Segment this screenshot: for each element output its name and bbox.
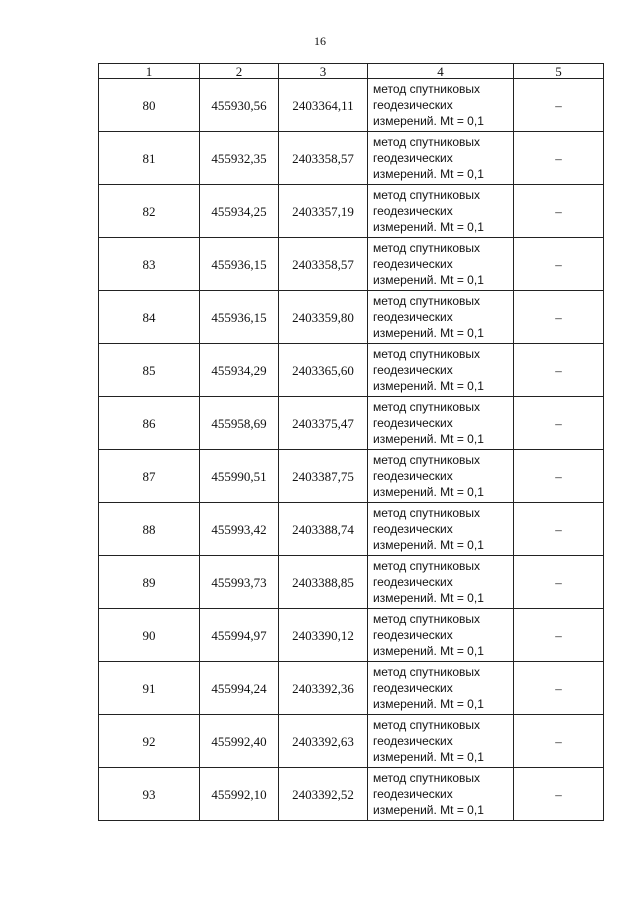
method-line: измерений. Mt = 0,1 [373, 803, 484, 817]
method-line: измерений. Mt = 0,1 [373, 220, 484, 234]
y-coordinate-cell: 2403364,11 [279, 79, 368, 132]
page-number: 16 [314, 34, 326, 48]
method-cell [368, 185, 514, 238]
table-row [99, 185, 604, 238]
y-coordinate-cell: 2403358,57 [279, 238, 368, 291]
point-number-cell: 90 [99, 609, 200, 662]
table-body [99, 79, 604, 821]
x-coordinate-cell: 455993,73 [200, 556, 279, 609]
method-line: измерений. Mt = 0,1 [373, 591, 484, 605]
note-cell: – [514, 715, 604, 768]
note-cell: – [514, 662, 604, 715]
x-coordinate-cell: 455932,35 [200, 132, 279, 185]
method-line: метод спутниковых [373, 559, 481, 573]
method-line: геодезических [373, 575, 453, 589]
table-row [99, 397, 604, 450]
column-header-5: 5 [514, 64, 604, 79]
table-row [99, 609, 604, 662]
x-coordinate-cell: 455994,24 [200, 662, 279, 715]
table-row [99, 662, 604, 715]
x-coordinate-cell: 455936,15 [200, 238, 279, 291]
point-number-cell: 91 [99, 662, 200, 715]
point-number-cell: 89 [99, 556, 200, 609]
point-number-cell: 87 [99, 450, 200, 503]
y-coordinate-cell: 2403387,75 [279, 450, 368, 503]
method-line: геодезических [373, 787, 453, 801]
method-line: геодезических [373, 628, 453, 642]
note-cell: – [514, 503, 604, 556]
x-coordinate-cell: 455958,69 [200, 397, 279, 450]
x-coordinate-cell: 455994,97 [200, 609, 279, 662]
method-cell [368, 291, 514, 344]
point-number-cell: 80 [99, 79, 200, 132]
point-number-cell: 92 [99, 715, 200, 768]
method-line: геодезических [373, 734, 453, 748]
point-number-cell: 93 [99, 768, 200, 821]
method-cell [368, 79, 514, 132]
method-line: геодезических [373, 363, 453, 377]
y-coordinate-cell: 2403388,85 [279, 556, 368, 609]
method-line: метод спутниковых [373, 347, 481, 361]
method-line: метод спутниковых [373, 188, 481, 202]
method-cell [368, 662, 514, 715]
method-cell [368, 715, 514, 768]
table-row [99, 503, 604, 556]
column-header-4: 4 [368, 64, 514, 79]
method-cell [368, 344, 514, 397]
note-cell: – [514, 238, 604, 291]
table-header-row [99, 64, 604, 79]
method-line: измерений. Mt = 0,1 [373, 538, 484, 552]
method-line: измерений. Mt = 0,1 [373, 379, 484, 393]
method-line: метод спутниковых [373, 400, 481, 414]
method-line: метод спутниковых [373, 612, 481, 626]
method-line: метод спутниковых [373, 241, 481, 255]
point-number-cell: 85 [99, 344, 200, 397]
note-cell: – [514, 132, 604, 185]
coordinates-table [98, 63, 604, 821]
x-coordinate-cell: 455992,10 [200, 768, 279, 821]
table-row [99, 291, 604, 344]
method-line: измерений. Mt = 0,1 [373, 167, 484, 181]
y-coordinate-cell: 2403365,60 [279, 344, 368, 397]
point-number-cell: 83 [99, 238, 200, 291]
method-line: метод спутниковых [373, 665, 481, 679]
note-cell: – [514, 397, 604, 450]
method-line: измерений. Mt = 0,1 [373, 432, 484, 446]
table-row [99, 344, 604, 397]
method-cell [368, 397, 514, 450]
method-line: геодезических [373, 681, 453, 695]
y-coordinate-cell: 2403392,63 [279, 715, 368, 768]
method-line: измерений. Mt = 0,1 [373, 114, 484, 128]
x-coordinate-cell: 455993,42 [200, 503, 279, 556]
method-line: метод спутниковых [373, 506, 481, 520]
note-cell: – [514, 768, 604, 821]
method-line: измерений. Mt = 0,1 [373, 485, 484, 499]
method-line: измерений. Mt = 0,1 [373, 644, 484, 658]
x-coordinate-cell: 455930,56 [200, 79, 279, 132]
method-line: геодезических [373, 469, 453, 483]
method-cell [368, 450, 514, 503]
method-line: метод спутниковых [373, 718, 481, 732]
method-line: метод спутниковых [373, 294, 481, 308]
method-line: метод спутниковых [373, 771, 481, 785]
y-coordinate-cell: 2403358,57 [279, 132, 368, 185]
method-line: геодезических [373, 257, 453, 271]
x-coordinate-cell: 455934,25 [200, 185, 279, 238]
note-cell: – [514, 291, 604, 344]
method-line: геодезических [373, 204, 453, 218]
point-number-cell: 81 [99, 132, 200, 185]
note-cell: – [514, 344, 604, 397]
method-cell [368, 503, 514, 556]
y-coordinate-cell: 2403390,12 [279, 609, 368, 662]
x-coordinate-cell: 455990,51 [200, 450, 279, 503]
method-line: геодезических [373, 98, 453, 112]
method-cell [368, 238, 514, 291]
method-line: геодезических [373, 151, 453, 165]
point-number-cell: 88 [99, 503, 200, 556]
column-header-2: 2 [200, 64, 279, 79]
method-cell [368, 768, 514, 821]
y-coordinate-cell: 2403359,80 [279, 291, 368, 344]
y-coordinate-cell: 2403392,36 [279, 662, 368, 715]
point-number-cell: 84 [99, 291, 200, 344]
x-coordinate-cell: 455934,29 [200, 344, 279, 397]
note-cell: – [514, 450, 604, 503]
y-coordinate-cell: 2403388,74 [279, 503, 368, 556]
table-row [99, 768, 604, 821]
method-line: измерений. Mt = 0,1 [373, 750, 484, 764]
note-cell: – [514, 185, 604, 238]
method-line: геодезических [373, 522, 453, 536]
column-header-3: 3 [279, 64, 368, 79]
method-line: геодезических [373, 416, 453, 430]
point-number-cell: 86 [99, 397, 200, 450]
method-cell [368, 132, 514, 185]
method-line: измерений. Mt = 0,1 [373, 273, 484, 287]
method-line: метод спутниковых [373, 82, 481, 96]
column-header-1: 1 [99, 64, 200, 79]
table-row [99, 450, 604, 503]
y-coordinate-cell: 2403357,19 [279, 185, 368, 238]
table-row [99, 556, 604, 609]
method-line: измерений. Mt = 0,1 [373, 326, 484, 340]
table-row [99, 238, 604, 291]
method-line: метод спутниковых [373, 135, 481, 149]
method-line: геодезических [373, 310, 453, 324]
method-line: измерений. Mt = 0,1 [373, 697, 484, 711]
method-line: метод спутниковых [373, 453, 481, 467]
method-cell [368, 609, 514, 662]
x-coordinate-cell: 455936,15 [200, 291, 279, 344]
y-coordinate-cell: 2403375,47 [279, 397, 368, 450]
method-cell [368, 556, 514, 609]
point-number-cell: 82 [99, 185, 200, 238]
x-coordinate-cell: 455992,40 [200, 715, 279, 768]
y-coordinate-cell: 2403392,52 [279, 768, 368, 821]
table-row [99, 79, 604, 132]
note-cell: – [514, 609, 604, 662]
note-cell: – [514, 556, 604, 609]
table-row [99, 132, 604, 185]
note-cell: – [514, 79, 604, 132]
table-row [99, 715, 604, 768]
